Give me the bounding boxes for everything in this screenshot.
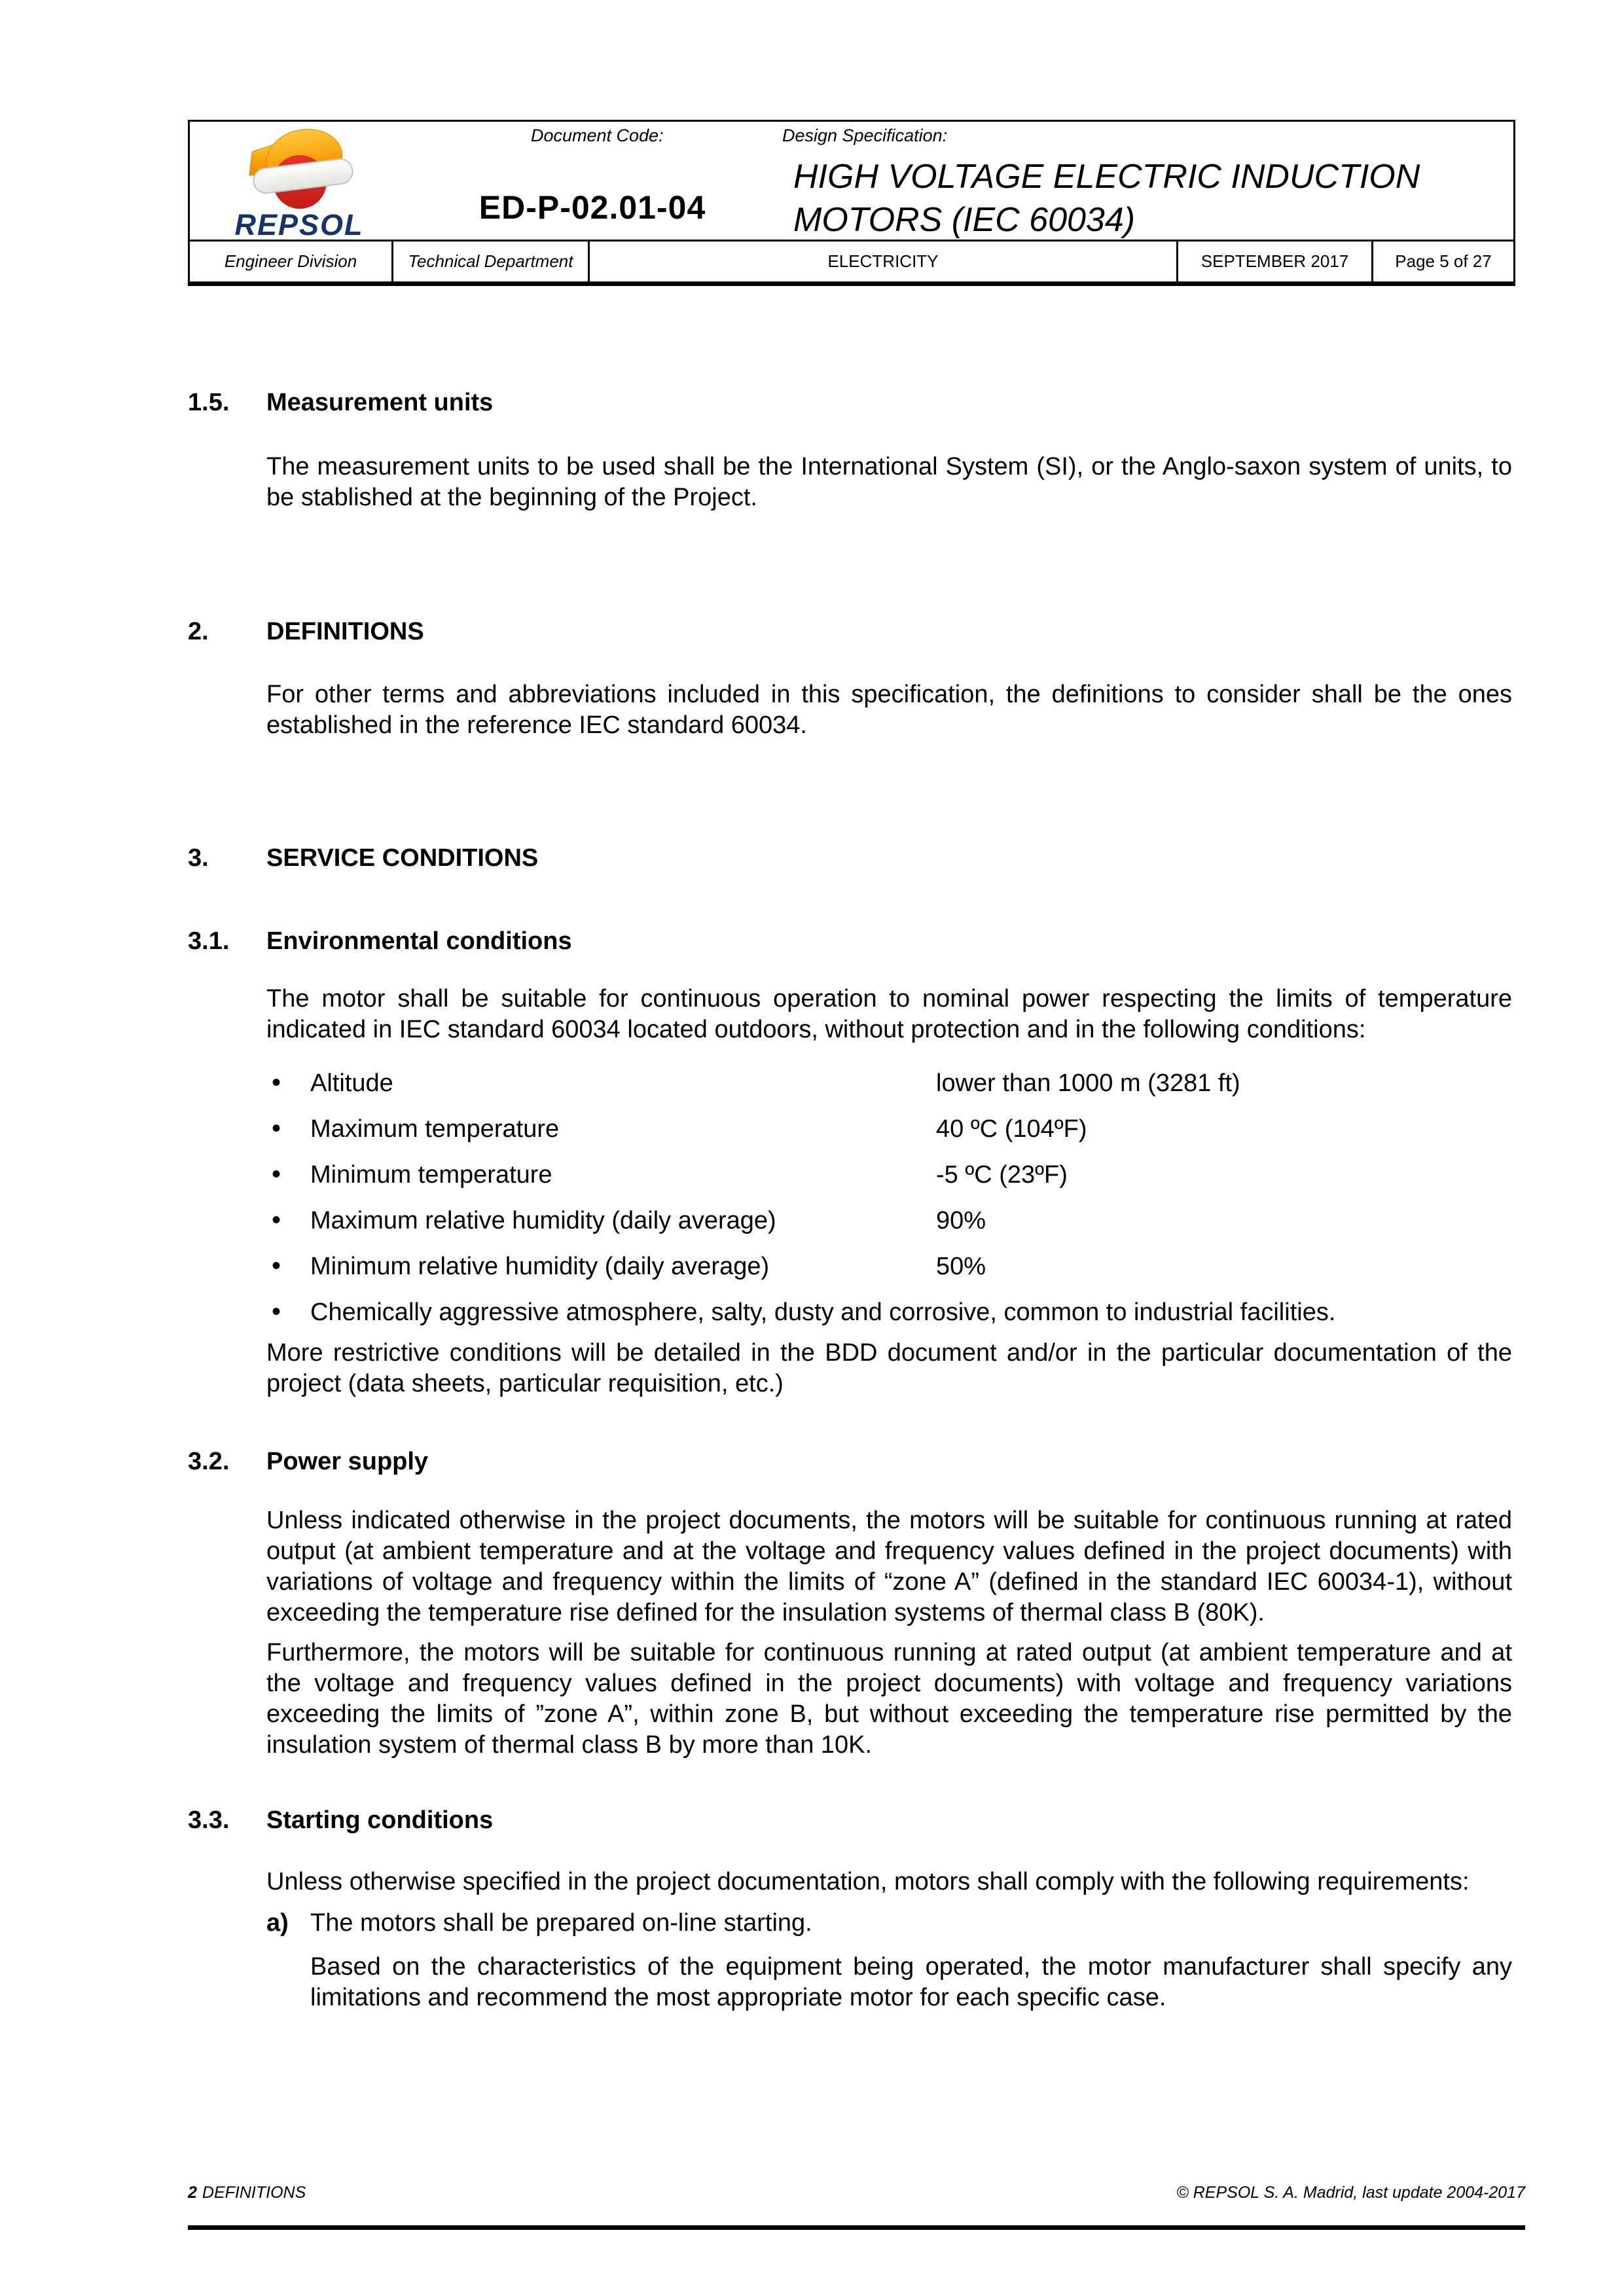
section-title: Starting conditions [266, 1806, 494, 1834]
header-cell-page-number: Page 5 of 27 [1371, 242, 1513, 281]
document-header [188, 120, 1515, 286]
section-1-5-heading [188, 389, 1515, 417]
header-cell-division: Engineer Division [224, 251, 357, 271]
section-3-1-heading [188, 927, 1515, 956]
document-code-value: ED-P-02.01-04 [478, 189, 706, 226]
section-2-heading [188, 618, 1515, 646]
section-title: Power supply [266, 1448, 429, 1475]
section-3-1-paragraph: The motor shall be suitable for continuous operation to nominal power respecting the limits of temperature indicated in IEC standard 60034 located outdoors, without protection and in the following conditions: [266, 985, 1512, 1043]
header-cell-date: SEPTEMBER 2017 [1176, 242, 1371, 281]
bullet-label: Minimum relative humidity (daily average) [310, 1253, 770, 1280]
bullet-label: Maximum temperature [310, 1115, 560, 1143]
bullet-value: lower than 1000 m (3281 ft) [936, 1069, 1240, 1097]
header-cell-discipline: ELECTRICITY [588, 242, 1176, 281]
section-2-paragraph: For other terms and abbreviations included in this specification, the definitions to consider shall be the ones established in the reference IEC standard 60034. [266, 681, 1512, 739]
section-1-5-paragraph: The measurement units to be used shall be the International System (SI), or the Anglo-saxon system of units, to be stablished at the beginning of the Project. [266, 453, 1512, 511]
list-item-a [266, 1909, 1512, 1937]
bullet-value: 50% [936, 1253, 986, 1280]
document-code-label: Document Code: [531, 126, 664, 145]
section-3-heading [188, 844, 1515, 872]
section-number: 3. [188, 844, 209, 872]
section-3-3-heading [188, 1806, 1515, 1835]
header-info-row [190, 240, 1513, 281]
repsol-logo [224, 127, 374, 242]
section-title: DEFINITIONS [266, 618, 424, 645]
section-title: SERVICE CONDITIONS [266, 844, 539, 872]
bullet-label: Maximum relative humidity (daily average) [310, 1207, 776, 1234]
bullet-value: -5 ºC (23ºF) [936, 1161, 1068, 1189]
section-title: Environmental conditions [266, 927, 572, 955]
footer-section-indicator [188, 2183, 306, 2202]
footer-divider-line [188, 2225, 1525, 2230]
footer-section-number: 2 [188, 2183, 197, 2202]
list-item-a-subparagraph: Based on the characteristics of the equipment being operated, the motor manufacturer shall specify any limitations and recommend the most appropriate motor for each specific case. [310, 1953, 1512, 2011]
design-specification-label: Design Specification: [782, 126, 948, 145]
section-3-1-paragraph-2: More restrictive conditions will be detailed in the BDD document and/or in the particular documentation of the project (data sheets, particular requisition, etc.) [266, 1339, 1512, 1397]
section-number: 3.1. [188, 927, 230, 955]
document-title: HIGH VOLTAGE ELECTRIC INDUCTION MOTORS (IEC 60034) [793, 158, 1420, 239]
footer-copyright: © REPSOL S. A. Madrid, last update 2004-2017 [1176, 2183, 1525, 2202]
header-cell-department: Technical Department [391, 242, 588, 281]
repsol-flame-icon [232, 127, 367, 211]
section-number: 2. [188, 618, 209, 645]
bullet-label: Minimum temperature [310, 1161, 552, 1189]
list-item-marker: a) [266, 1909, 289, 1937]
section-3-2-paragraph-1: Unless indicated otherwise in the project documents, the motors will be suitable for continuous running at rated output (at ambient temperature and at the voltage and frequency values defined in the project documents) with variations of voltage and frequency within the limits of “zone A” (defined in the standard IEC 60034-1), without exceeding the temperature rise defined for the insulation systems of thermal class B (80K). [266, 1507, 1512, 1626]
page-footer [188, 2183, 1525, 2202]
list-item-text: The motors shall be prepared on-line starting. [310, 1909, 812, 1937]
section-3-3-paragraph: Unless otherwise specified in the project documentation, motors shall comply with the following requirements: [266, 1868, 1470, 1895]
section-number: 3.2. [188, 1448, 230, 1475]
section-3-2-paragraph-2: Furthermore, the motors will be suitable for continuous running at rated output (at ambient temperature and at the voltage and frequency values defined in the project documents) with voltage and frequency variations exceeding the limits of ”zone A”, within zone B, but without exceeding the temperature rise permitted by the insulation system of thermal class B by more than 10K. [266, 1639, 1512, 1759]
bullet-label: Chemically aggressive atmosphere, salty, dusty and corrosive, common to industrial facilities. [310, 1299, 1336, 1326]
bullet-value: 40 ºC (104ºF) [936, 1115, 1087, 1143]
bullet-label: Altitude [310, 1069, 393, 1097]
footer-section-label: DEFINITIONS [202, 2183, 306, 2202]
header-top-row [190, 122, 1513, 242]
section-number: 3.3. [188, 1806, 230, 1834]
repsol-wordmark: REPSOL [234, 208, 364, 242]
section-3-2-heading [188, 1448, 1515, 1476]
section-number: 1.5. [188, 389, 230, 416]
section-title: Measurement units [266, 389, 494, 416]
bullet-value: 90% [936, 1207, 986, 1234]
